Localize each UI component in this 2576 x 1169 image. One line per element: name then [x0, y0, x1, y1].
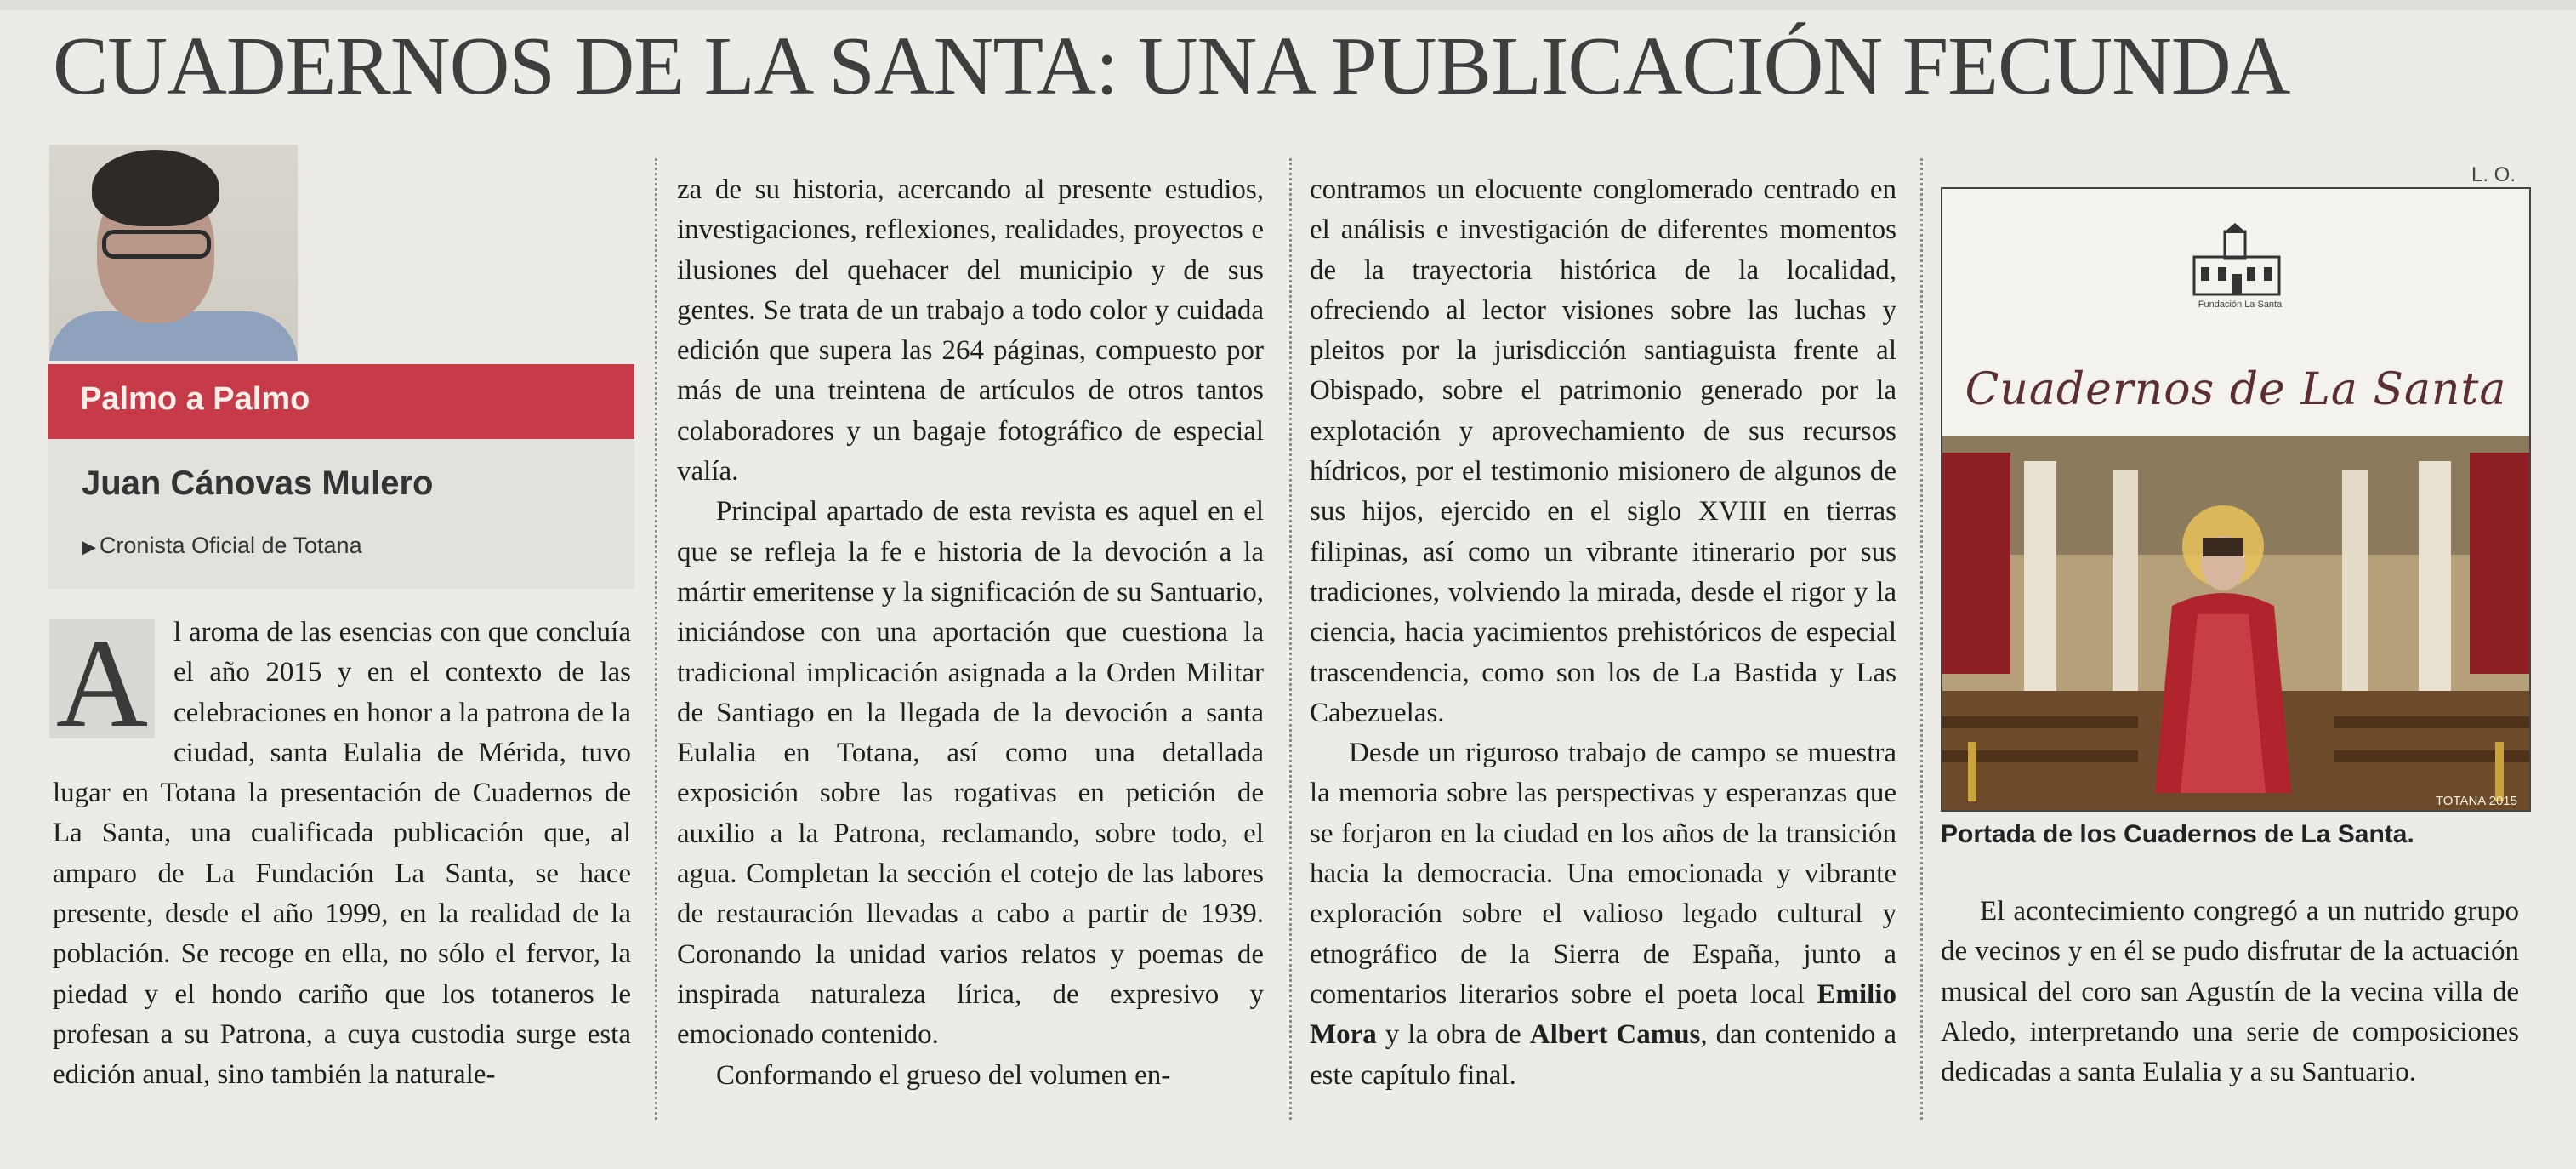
previous-page-strip: [0, 0, 2576, 10]
bold-name-albert-camus: Albert Camus: [1529, 1019, 1701, 1051]
foundation-label: Fundación La Santa: [2198, 299, 2283, 310]
section-label: Palmo a Palmo: [80, 381, 310, 417]
paragraph: Conformando el grueso del volumen en-: [716, 1059, 1171, 1091]
author-role-line: [82, 533, 362, 559]
column-separator: [1289, 158, 1292, 1120]
cover-image: [1941, 187, 2531, 812]
photo-credit-initials: L. O.: [2471, 163, 2516, 186]
text-column-1: [53, 613, 631, 1096]
column-separator: [655, 158, 657, 1120]
author-photo: [49, 145, 298, 361]
sanctuary-logo-icon: [2186, 223, 2288, 298]
paragraph: l aroma de las esencias con que concluía el año 2015 y en el contexto de las celebraciones en honor a la patrona de la ciudad, santa Eulalia de Mérida, tuvo lugar en Totana la presentación de Cuadernos de La Santa, una cualificada publicación que, al amparo de La Fundación La Santa, se hace presente, desde el año 1999, en la realidad de la población. Se recoge en ella, no sólo el fervor, la piedad y el hondo cariño que los totaneros le profesan a su Patrona, a cuya custodia surge esta edición anual, sino también la naturale-: [53, 617, 631, 1091]
paragraph: contramos un elocuente conglomerado centrado en el análisis e investigación de diferentes momentos de la trayectoria histórica de la localidad, ofreciendo al lector visiones sobre las luchas y pleitos por la jurisdicción santiaguista frente al Obispado, sobre el patrimonio generado por la explotación y aprovechamiento de sus recursos hídricos, por el testimonio misionero de algunos de sus hijos, ejercido en el siglo XVIII en tierras filipinas, así como un vibrante itinerario por sus tradiciones, volviendo la mirada, desde el rigor y la ciencia, hacia yacimientos prehistóricos de especial trascendencia, como son los de La Bastida y Las Cabezuelas.: [1310, 174, 1896, 728]
cover-title: Cuadernos de La Santa: [1965, 364, 2507, 415]
church-interior-illustration: [1942, 436, 2529, 812]
section-label-bar: [48, 364, 634, 439]
cover-year-mark: TOTANA 2015: [2435, 794, 2517, 808]
church-interior-photo: [1942, 436, 2529, 812]
headline: CUADERNOS DE LA SANTA: UNA PUBLICACIÓN FECUNDA: [53, 20, 2290, 112]
paragraph: Desde un riguroso trabajo de campo se muestra la memoria sobre las perspectivas y esperanzas que se forjaron en la ciudad en los años de la transición hacia la democracia. Una emocionada y vibrante exploración sobre el valioso legado cultural y etnográfico de la Sierra de España, junto a comentarios literarios sobre el poeta local Emilio Mora y la obra de Albert Camus, dan contenido a este capítulo final.: [1310, 738, 1896, 1091]
image-caption: Portada de los Cuadernos de La Santa.: [1941, 820, 2414, 848]
text-column-3: [1310, 170, 1896, 1096]
triangle-bullet-icon: ▶: [82, 536, 96, 557]
bold-name-emilio-mora: Emilio Mora: [1310, 978, 1896, 1051]
author-box: [48, 439, 634, 589]
text-column-2: [677, 170, 1264, 1096]
paragraph: za de su historia, acercando al presente estudios, investigaciones, reflexiones, realidades, proyectos e ilusiones del quehacer del municipio y de sus gentes. Se trata de un trabajo a todo color y cuidada edición que supera las 264 páginas, compuesto por más de una treintena de artículos de otros tantos colaboradores y un bagaje fotográfico de especial valía.: [677, 174, 1264, 488]
column-separator: [1920, 158, 1923, 1120]
author-name: Juan Cánovas Mulero: [82, 465, 434, 502]
paragraph: El acontecimiento congregó a un nutrido grupo de vecinos y en él se pudo disfrutar de la actuación musical del coro san Agustín de la vecina villa de Aledo, interpretando una serie de composiciones dedicadas a santa Eulalia y a su Santuario.: [1941, 896, 2519, 1088]
dropcap: A: [49, 619, 155, 738]
paragraph: Principal apartado de esta revista es aquel en el que se refleja la fe e historia de la devoción a la mártir emeritense y la significación de su Santuario, iniciándose con una aportación que cuestiona la tradicional implicación asignada a la Orden Militar de Santiago en la llegada de la devoción a santa Eulalia en Totana, así como una detallada exposición sobre las rogativas en petición de auxilio a la Patrona, reclamando, sobre todo, el agua. Completan la sección el cotejo de las labores de restauración llevadas a cabo a partir de 1939. Coronando la unidad varios relatos y poemas de inspirada naturaleza lírica, de expresivo y emocionado contenido.: [677, 496, 1264, 1051]
text-column-4: [1941, 892, 2519, 1092]
author-role: Cronista Oficial de Totana: [99, 533, 362, 558]
